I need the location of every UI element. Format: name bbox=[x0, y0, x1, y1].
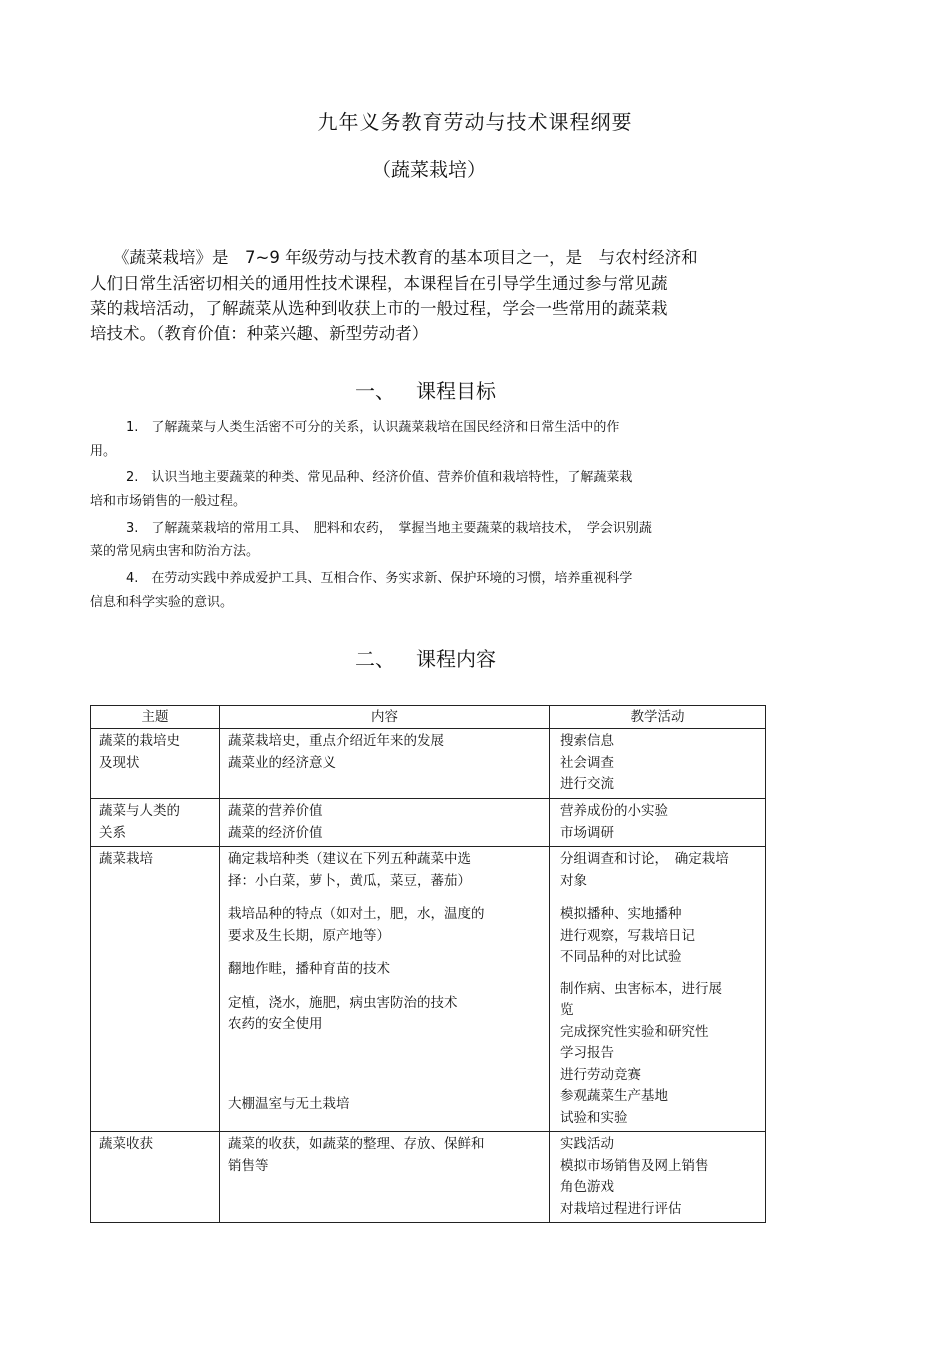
activity-line: 模拟市场销售及网上销售 bbox=[560, 1157, 709, 1174]
goal-line: 用。 bbox=[90, 444, 117, 459]
content-cell bbox=[220, 1132, 550, 1223]
content-line: 栽培品种的特点（如对土，肥，水，温度的 bbox=[228, 906, 485, 922]
content-line: 销售等 bbox=[228, 1157, 269, 1174]
topic-line: 及现状 bbox=[99, 754, 140, 771]
activity-line: 角色游戏 bbox=[560, 1179, 614, 1195]
activity-line: 进行交流 bbox=[560, 776, 614, 792]
content-line: 农药的安全使用 bbox=[228, 1016, 323, 1032]
activity-line: 不同品种的对比试验 bbox=[560, 949, 682, 965]
section-number: 二、 bbox=[355, 647, 395, 671]
table-row bbox=[91, 847, 766, 1132]
content-line: 大棚温室与无土栽培 bbox=[228, 1095, 350, 1112]
table-row bbox=[91, 1132, 766, 1223]
topic-line: 蔬菜栽培 bbox=[99, 851, 153, 867]
content-line: 定植，浇水，施肥，病虫害防治的技术 bbox=[228, 994, 458, 1011]
activity-line: 制作病、虫害标本，进行展 bbox=[560, 980, 722, 997]
document-title: 九年义务教育劳动与技术课程纲要 bbox=[317, 110, 633, 134]
activity-line: 进行观察，写栽培日记 bbox=[560, 927, 695, 944]
activity-cell bbox=[550, 729, 766, 799]
content-line: 蔬菜栽培史，重点介绍近年来的发展 bbox=[228, 733, 444, 749]
goal-line: 3. 了解蔬菜栽培的常用工具、 肥料和农药， 掌握当地主要蔬菜的栽培技术， 学会识别蔬 bbox=[126, 521, 652, 536]
goal-line: 1. 了解蔬菜与人类生活密不可分的关系，认识蔬菜栽培在国民经济和日常生活中的作 bbox=[126, 420, 620, 435]
activity-line: 参观蔬菜生产基地 bbox=[560, 1088, 668, 1104]
topic-line: 蔬菜的栽培史 bbox=[99, 733, 180, 749]
activity-line: 完成探究性实验和研究性 bbox=[560, 1023, 709, 1040]
activity-line: 营养成份的小实验 bbox=[560, 803, 668, 819]
table-row bbox=[91, 799, 766, 847]
table-row bbox=[91, 729, 766, 799]
content-cell bbox=[220, 799, 550, 847]
activity-line: 市场调研 bbox=[560, 824, 614, 841]
content-line: 要求及生长期，原产地等） bbox=[228, 927, 390, 944]
topic-cell bbox=[91, 799, 220, 847]
intro-line: 菜的栽培活动，了解蔬菜从选种到收获上市的一般过程，学会一些常用的蔬菜栽 bbox=[90, 299, 668, 318]
goal-line: 培和市场销售的一般过程。 bbox=[90, 494, 247, 509]
content-line: 蔬菜的收获，如蔬菜的整理、存放、保鲜和 bbox=[228, 1136, 485, 1152]
goal-line: 菜的常见病虫害和防治方法。 bbox=[90, 544, 260, 559]
activity-line: 实践活动 bbox=[560, 1136, 614, 1152]
goal-line: 4. 在劳动实践中养成爱护工具、互相合作、务实求新、保护环境的习惯，培养重视科学 bbox=[126, 571, 633, 586]
activity-line: 学习报告 bbox=[560, 1045, 614, 1061]
topic-line: 蔬菜收获 bbox=[99, 1136, 153, 1152]
header-activity: 教学活动 bbox=[550, 706, 766, 729]
header-content: 内容 bbox=[220, 706, 550, 729]
activity-cell bbox=[550, 799, 766, 847]
goal-line: 2. 认识当地主要蔬菜的种类、常见品种、经济价值、营养价值和栽培特性，了解蔬菜栽 bbox=[126, 470, 633, 485]
goal-line: 信息和科学实验的意识。 bbox=[90, 595, 234, 610]
activity-line: 进行劳动竞赛 bbox=[560, 1066, 641, 1083]
activity-line: 模拟播种、实地播种 bbox=[560, 906, 682, 922]
topic-cell bbox=[91, 847, 220, 1132]
section-heading: 课程目标 bbox=[416, 379, 496, 403]
content-line: 蔬菜的经济价值 bbox=[228, 824, 323, 841]
activity-line: 社会调查 bbox=[560, 754, 614, 771]
topic-cell bbox=[91, 1132, 220, 1223]
intro-line: 《蔬菜栽培》是 7~9 年级劳动与技术教育的基本项目之一，是 与农村经济和 bbox=[113, 248, 698, 267]
section-heading: 课程内容 bbox=[416, 647, 496, 671]
content-line: 确定栽培种类（建议在下列五种蔬菜中选 bbox=[228, 851, 471, 867]
course-content-table bbox=[90, 705, 766, 1223]
content-cell bbox=[220, 847, 550, 1132]
content-cell bbox=[220, 729, 550, 799]
activity-cell bbox=[550, 847, 766, 1132]
topic-line: 关系 bbox=[99, 824, 126, 841]
document-subtitle: （蔬菜栽培） bbox=[372, 159, 487, 181]
activity-line: 搜索信息 bbox=[560, 733, 614, 749]
content-line: 蔬菜业的经济意义 bbox=[228, 754, 336, 771]
intro-line: 人们日常生活密切相关的通用性技术课程，本课程旨在引导学生通过参与常见蔬 bbox=[90, 274, 668, 293]
activity-cell bbox=[550, 1132, 766, 1223]
activity-line: 试验和实验 bbox=[560, 1109, 628, 1126]
topic-cell bbox=[91, 729, 220, 799]
table-header-row bbox=[91, 706, 766, 729]
header-topic: 主题 bbox=[91, 706, 220, 729]
content-line: 翻地作畦，播种育苗的技术 bbox=[228, 961, 390, 977]
content-line: 择：小白菜，萝卜，黄瓜，菜豆，蕃茄） bbox=[228, 872, 471, 889]
activity-line: 览 bbox=[560, 1002, 574, 1018]
content-line: 蔬菜的营养价值 bbox=[228, 803, 323, 819]
section-number: 一、 bbox=[355, 379, 395, 403]
intro-line: 培技术。（教育价值：种菜兴趣、新型劳动者） bbox=[90, 324, 429, 343]
activity-line: 分组调查和讨论， 确定栽培 bbox=[560, 851, 729, 867]
topic-line: 蔬菜与人类的 bbox=[99, 803, 180, 819]
activity-line: 对栽培过程进行评估 bbox=[560, 1200, 682, 1217]
activity-line: 对象 bbox=[560, 872, 587, 889]
